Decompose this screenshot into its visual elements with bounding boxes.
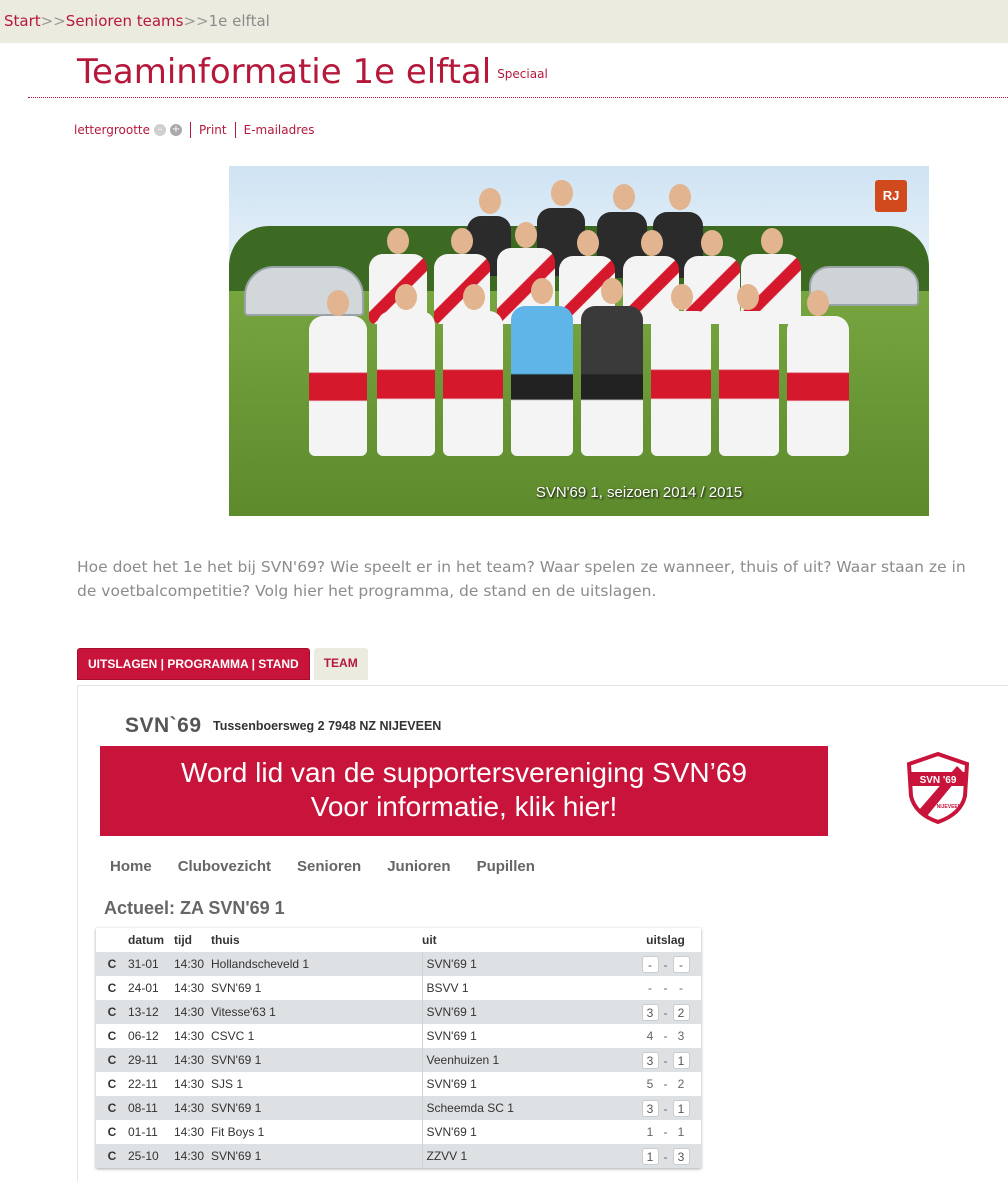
away-score: 1 [677,1125,685,1139]
banner-line-1: Word lid van de supportersvereniging SVN’69 [180,757,747,788]
row-home-team: SJS 1 [211,1072,422,1096]
tab-bar [77,648,372,680]
photo-head [531,278,553,304]
tab-uitslagen-programma-stand[interactable]: UITSLAGEN | PROGRAMMA | STAND [77,648,310,680]
photo-player [377,311,435,456]
row-time: 14:30 [174,1096,211,1120]
away-score: 3 [673,1148,690,1165]
row-time: 14:30 [174,1120,211,1144]
photo-head [463,284,485,310]
row-date: 31-01 [128,952,174,976]
row-time: 14:30 [174,1000,211,1024]
home-score: 3 [642,1052,659,1069]
row-score [630,1024,701,1048]
header-comp [96,928,128,952]
photographer-logo: RJ [875,180,907,212]
photo-head [395,284,417,310]
row-competition: C [96,952,128,976]
header-away: uit [422,928,630,952]
club-nav-clubovezicht[interactable]: Clubovezicht [177,858,272,875]
row-time: 14:30 [174,1072,211,1096]
row-date: 29-11 [128,1048,174,1072]
photo-player [443,311,503,456]
table-row[interactable] [96,1072,701,1096]
row-away-team: SVN'69 1 [422,952,630,976]
photo-head [641,230,663,256]
crest-text: SVN '69 [919,775,957,786]
club-nav-pupillen[interactable]: Pupillen [476,858,535,875]
photo-player [651,311,711,456]
club-address: Tussenboersweg 2 7948 NZ NIJEVEEN [213,719,442,733]
row-time: 14:30 [174,976,211,1000]
crest-subtext: NIJEVEEN [936,804,962,810]
photo-head [601,278,623,304]
score-separator: - [663,957,668,972]
photo-head [807,290,829,316]
row-away-team: SVN'69 1 [422,1024,630,1048]
breadcrumb-separator: >> [183,12,209,30]
photo-caption: SVN'69 1, seizoen 2014 / 2015 [535,484,743,501]
score-separator: - [663,1101,668,1116]
home-score: 1 [642,1148,659,1165]
club-name: SVN`69 [125,714,202,737]
away-score: 2 [673,1004,690,1021]
row-date: 06-12 [128,1024,174,1048]
minus-circle-icon[interactable]: – [154,124,166,136]
photo-head [737,284,759,310]
header-time: tijd [174,928,211,952]
article-tools [74,122,315,138]
photo-head [671,284,693,310]
club-nav-home[interactable]: Home [110,858,152,875]
away-score: - [679,981,683,995]
row-away-team: BSVV 1 [422,976,630,1000]
row-competition: C [96,1024,128,1048]
photo-head [327,290,349,316]
photo-head [451,228,473,254]
row-time: 14:30 [174,1144,211,1168]
font-size-label: lettergrootte [74,123,150,137]
home-score: - [648,981,652,995]
row-date: 13-12 [128,1000,174,1024]
table-row[interactable] [96,1096,701,1120]
page-title [77,52,548,92]
photo-head [387,228,409,254]
table-row[interactable] [96,976,701,1000]
row-score [630,976,701,1000]
row-score [630,952,701,976]
away-score: - [673,956,690,973]
header-score: uitslag [630,928,701,952]
photo-player [581,306,643,456]
row-score [630,1096,701,1120]
row-away-team: Veenhuizen 1 [422,1048,630,1072]
email-link[interactable]: E-mailadres [243,123,315,137]
row-score [630,1072,701,1096]
actueel-heading: Actueel: ZA SVN'69 1 [104,898,285,918]
home-score: 1 [646,1125,654,1139]
score-separator: - [663,1053,668,1068]
row-score [630,1048,701,1072]
home-score: 4 [646,1029,654,1043]
row-competition: C [96,976,128,1000]
table-row[interactable] [96,1120,701,1144]
away-score: 1 [673,1052,690,1069]
home-score: 3 [642,1100,659,1117]
home-score: 5 [646,1077,654,1091]
photo-head [479,188,501,214]
row-competition: C [96,1048,128,1072]
row-home-team: SVN'69 1 [211,1096,422,1120]
results-header-row [96,928,701,952]
row-away-team: SVN'69 1 [422,1000,630,1024]
photo-head [551,180,573,206]
title-divider [28,97,1008,98]
table-row[interactable] [96,952,701,976]
page-title-text: Teaminformatie 1e elftal [77,52,492,92]
row-date: 22-11 [128,1072,174,1096]
banner-line-2: Voor informatie, klik hier! [310,791,618,822]
row-away-team: SVN'69 1 [422,1072,630,1096]
row-time: 14:30 [174,1048,211,1072]
supporters-banner[interactable] [100,746,828,836]
results-table [96,928,701,1168]
row-score [630,1120,701,1144]
results-body [96,952,701,1168]
table-row[interactable] [96,1048,701,1072]
tools-divider [235,122,236,138]
photo-head [761,228,783,254]
row-time: 14:30 [174,1024,211,1048]
row-date: 24-01 [128,976,174,1000]
photo-head [669,184,691,210]
row-home-team: Vitesse'63 1 [211,1000,422,1024]
print-link[interactable]: Print [199,123,227,137]
photo-head [515,222,537,248]
photo-player [787,316,849,456]
intro-text: Hoe doet het 1e het bij SVN'69? Wie speelt er in het team? Waar spelen ze wanneer, thuis of uit? Waar staan ze in de voetbalcompetitie? Volg hier het programma, de stand en de uitslagen. [77,558,966,600]
score-separator: - [663,1077,668,1091]
row-date: 25-10 [128,1144,174,1168]
away-score: 2 [677,1077,685,1091]
plus-circle-icon[interactable]: + [171,124,181,135]
breadcrumb-item-senioren-teams[interactable]: Senioren teams [65,12,184,30]
tools-divider [190,122,191,138]
score-separator: - [663,1005,668,1020]
row-score [630,1144,701,1168]
photo-head [613,184,635,210]
score-separator: - [663,1125,668,1139]
row-score [630,1000,701,1024]
photo-player [719,311,779,456]
row-competition: C [96,1096,128,1120]
row-competition: C [96,1144,128,1168]
club-nav-senioren[interactable]: Senioren [297,858,362,875]
table-row[interactable] [96,1144,701,1168]
club-nav-junioren[interactable]: Junioren [387,858,451,875]
home-score: 3 [642,1004,659,1021]
header-home: thuis [211,928,422,952]
breadcrumb [0,0,1008,43]
score-separator: - [663,1149,668,1164]
club-crest-icon [905,752,971,824]
photo-head [701,230,723,256]
photo-player [511,306,573,456]
breadcrumb-separator: >> [40,12,66,30]
row-away-team: ZZVV 1 [422,1144,630,1168]
table-row[interactable] [96,1000,701,1024]
row-competition: C [96,1000,128,1024]
row-home-team: Hollandscheveld 1 [211,952,422,976]
score-separator: - [663,981,668,995]
team-photo [229,166,929,516]
row-home-team: CSVC 1 [211,1024,422,1048]
category-tag[interactable]: Speciaal [497,66,548,81]
row-competition: C [96,1120,128,1144]
home-score: - [642,956,659,973]
breadcrumb-item-start[interactable]: Start [4,12,41,30]
row-home-team: SVN'69 1 [211,1144,422,1168]
row-date: 01-11 [128,1120,174,1144]
photo-head [577,230,599,256]
row-competition: C [96,1072,128,1096]
club-nav [110,858,561,875]
row-away-team: Scheemda SC 1 [422,1096,630,1120]
score-separator: - [663,1029,668,1043]
row-home-team: SVN'69 1 [211,976,422,1000]
row-home-team: SVN'69 1 [211,1048,422,1072]
away-score: 1 [673,1100,690,1117]
row-time: 14:30 [174,952,211,976]
row-date: 08-11 [128,1096,174,1120]
breadcrumb-item-current: 1e elftal [208,12,270,30]
row-away-team: SVN'69 1 [422,1120,630,1144]
tab-team[interactable]: TEAM [314,648,368,680]
header-date: datum [128,928,174,952]
photo-player [309,316,367,456]
away-score: 3 [677,1029,685,1043]
table-row[interactable] [96,1024,701,1048]
row-home-team: Fit Boys 1 [211,1120,422,1144]
